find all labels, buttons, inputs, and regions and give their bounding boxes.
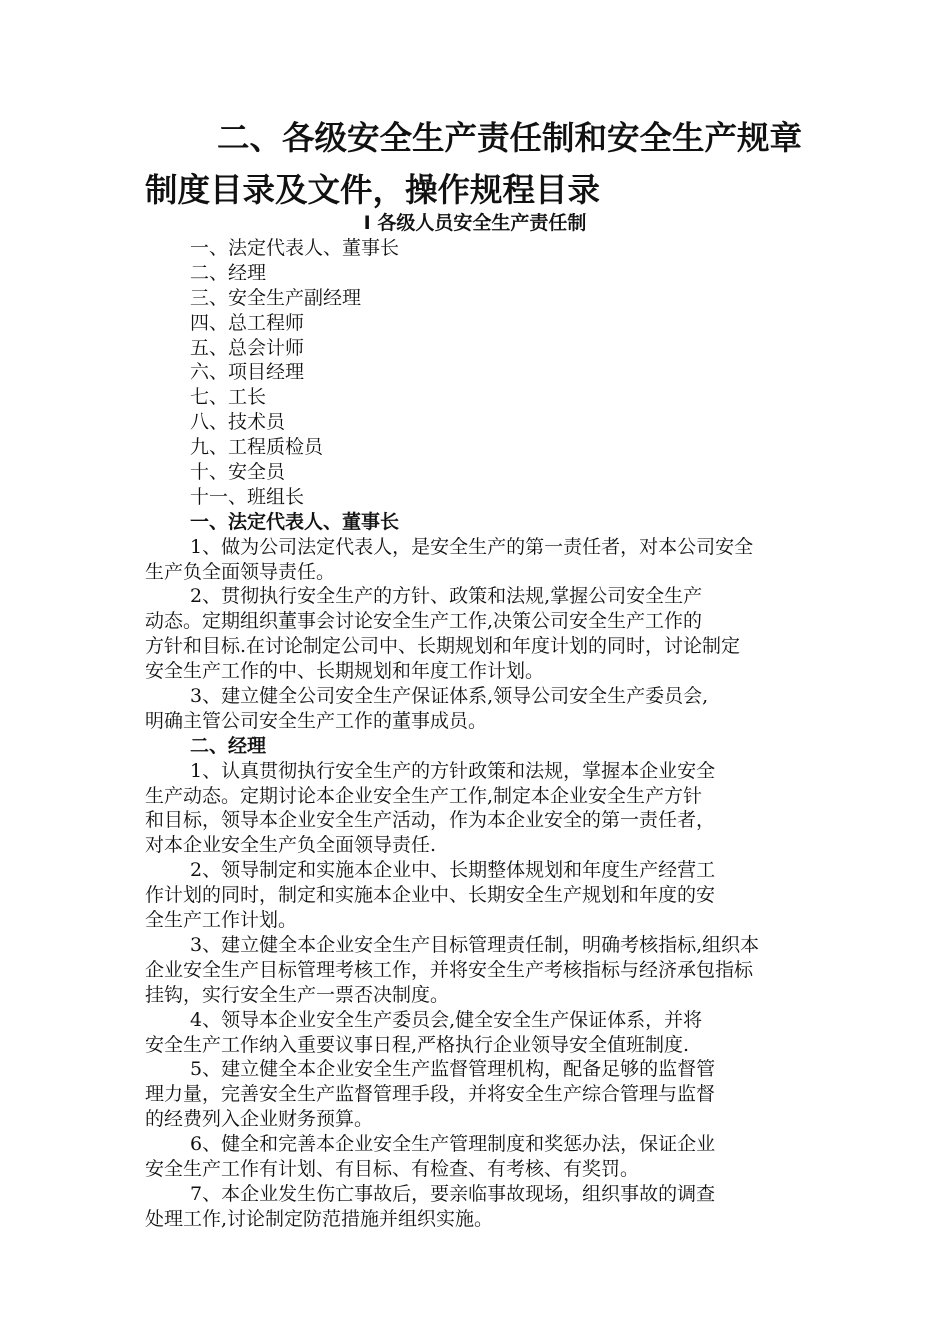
paragraph-line: 的经费列入企业财务预算。 [145,1108,374,1131]
toc-item: 九、工程质检员 [190,436,324,459]
paragraph-line: 挂钩，实行安全生产一票否决制度。 [145,983,450,1006]
paragraph-line: 3、建立健全公司安全生产保证体系,领导公司安全生产委员会, [190,685,709,708]
paragraph-line: 动态。定期组织董事会讨论安全生产工作,决策公司安全生产工作的 [145,610,703,633]
paragraph-line: 生产负全面领导责任。 [145,560,336,583]
paragraph-line: 1、认真贯彻执行安全生产的方针政策和法规，掌握本企业安全 [190,759,716,782]
paragraph-line: 企业安全生产目标管理考核工作，并将安全生产考核指标与经济承包指标 [145,958,754,981]
paragraph-line: 6、健全和完善本企业安全生产管理制度和奖惩办法，保证企业 [190,1133,716,1156]
paragraph-line: 安全生产工作纳入重要议事日程,严格执行企业领导安全值班制度. [145,1033,690,1056]
toc-item: 一、法定代表人、董事长 [190,237,400,259]
paragraph-line: 安全生产工作的中、长期规划和年度工作计划。 [145,660,545,683]
title-line-1: 二、各级安全生产责任制和安全生产规章 [217,119,803,157]
paragraph-line: 5、建立健全本企业安全生产监督管理机构，配备足够的监督管 [190,1058,716,1081]
paragraph-line: 安全生产工作有计划、有目标、有检查、有考核、有奖罚。 [145,1157,640,1180]
paragraph-line: 2、贯彻执行安全生产的方针、政策和法规,掌握公司安全生产 [190,585,703,608]
toc-item: 十、安全员 [190,461,286,484]
paragraph-line: 对本企业安全生产负全面领导责任. [145,834,437,857]
part2-heading: 二、经理 [190,734,267,757]
paragraph-line: 方针和目标.在讨论制定公司中、长期规划和年度计划的同时，讨论制定 [145,635,741,658]
paragraph-line: 4、领导本企业安全生产委员会,健全安全生产保证体系，并将 [190,1008,703,1031]
toc-item: 二、经理 [190,261,267,284]
paragraph-line: 明确主管公司安全生产工作的董事成员。 [145,709,488,732]
paragraph-line: 理力量，完善安全生产监督管理手段，并将安全生产综合管理与监督 [145,1083,716,1106]
paragraph-line: 3、建立健全本企业安全生产目标管理责任制，明确考核指标,组织本 [190,933,760,956]
paragraph-line: 2、领导制定和实施本企业中、长期整体规划和年度生产经营工 [190,859,716,882]
document-body [145,236,865,1232]
section-heading: Ⅰ 各级人员安全生产责任制 [363,212,587,234]
paragraph-line: 1、做为公司法定代表人，是安全生产的第一责任者，对本公司安全 [190,535,754,558]
part1-heading: 一、法定代表人、董事长 [190,510,400,533]
paragraph-line: 7、本企业发生伤亡事故后，要亲临事故现场，组织事故的调查 [190,1182,716,1205]
toc-item: 四、总工程师 [190,311,305,334]
title-line-2: 制度目录及文件，操作规程目录 [145,171,601,209]
toc-item: 六、项目经理 [190,361,305,384]
toc-item: 八、技术员 [190,411,286,434]
toc-item: 五、总会计师 [190,336,305,359]
paragraph-line: 处理工作,讨论制定防范措施并组织实施。 [145,1207,494,1230]
document-title [145,112,875,216]
paragraph-line: 和目标，领导本企业安全生产活动，作为本企业安全的第一责任者， [145,809,716,832]
toc-item: 七、工长 [190,386,267,409]
paragraph-line: 生产动态。定期讨论本企业安全生产工作,制定本企业安全生产方针 [145,784,703,807]
toc-item: 十一、班组长 [190,485,305,508]
paragraph-line: 全生产工作计划。 [145,909,298,932]
paragraph-line: 作计划的同时，制定和实施本企业中、长期安全生产规划和年度的安 [145,884,716,907]
toc-item: 三、安全生产副经理 [190,286,362,309]
